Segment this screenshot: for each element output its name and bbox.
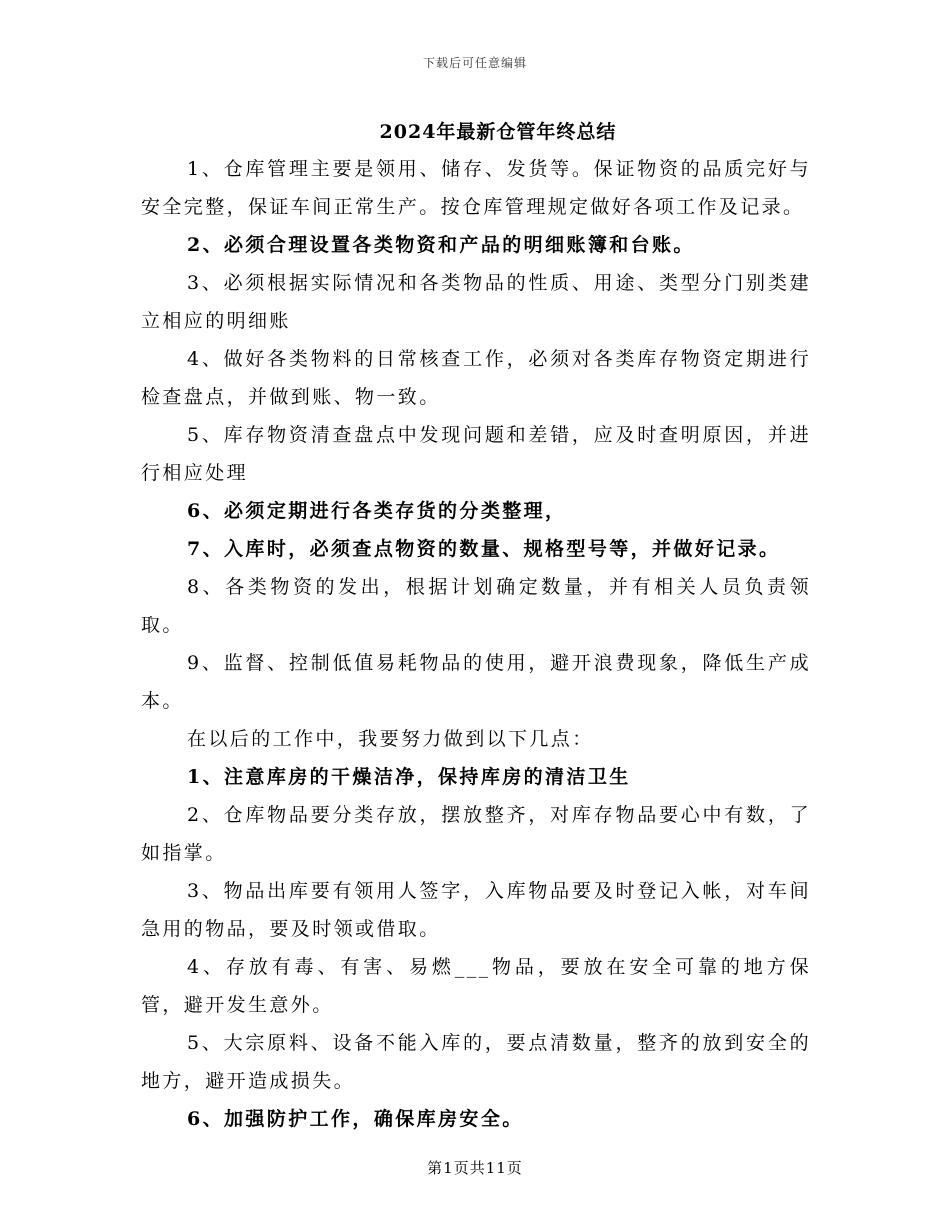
paragraph: 6、加强防护工作，确保库房安全。 [187,1108,524,1130]
paragraph: 6、必须定期进行各类存货的分类整理， [187,500,567,522]
paragraph: 2、必须合理设置各类物资和产品的明细账簿和台账。 [187,234,695,256]
paragraph: 7、入库时，必须查点物资的数量、规格型号等，并做好记录。 [187,538,781,560]
document-title: 2024年最新仓管年终总结 [379,121,617,143]
paragraph: 1、注意库房的干燥洁净，保持库房的清洁卫生 [187,766,631,788]
paragraph: 1、仓库管理主要是领用、储存、发货等。保证物资的品质完好与安全完整，保证车间正常生产。按仓库管理规定做好各项工作及记录。 [141,158,811,218]
paragraph: 8、各类物资的发出，根据计划确定数量，并有相关人员负责领取。 [141,576,811,636]
paragraph: 在以后的工作中，我要努力做到以下几点： [187,728,594,750]
paragraph: 4、存放有毒、有害、易燃___物品，要放在安全可靠的地方保管，避开发生意外。 [141,956,811,1016]
header-note: 下载后可任意编辑 [422,56,527,70]
paragraph: 3、必须根据实际情况和各类物品的性质、用途、类型分门别类建立相应的明细账 [141,272,811,332]
paragraph: 2、仓库物品要分类存放，摆放整齐，对库存物品要心中有数，了如指掌。 [141,804,811,864]
paragraph: 5、大宗原料、设备不能入库的，要点清数量，整齐的放到安全的地方，避开造成损失。 [141,1032,811,1092]
paragraph: 5、库存物资清查盘点中发现问题和差错，应及时查明原因，并进行相应处理 [141,424,811,484]
paragraph: 3、物品出库要有领用人签字，入库物品要及时登记入帐，对车间急用的物品，要及时领或借取。 [141,880,811,940]
paragraph: 4、做好各类物料的日常核查工作，必须对各类库存物资定期进行检查盘点，并做到账、物一致。 [141,348,811,408]
page-number: 第1页共11页 [427,1159,523,1177]
document-body [141,150,811,1138]
paragraph: 9、监督、控制低值易耗物品的使用，避开浪费现象，降低生产成本。 [141,652,811,712]
